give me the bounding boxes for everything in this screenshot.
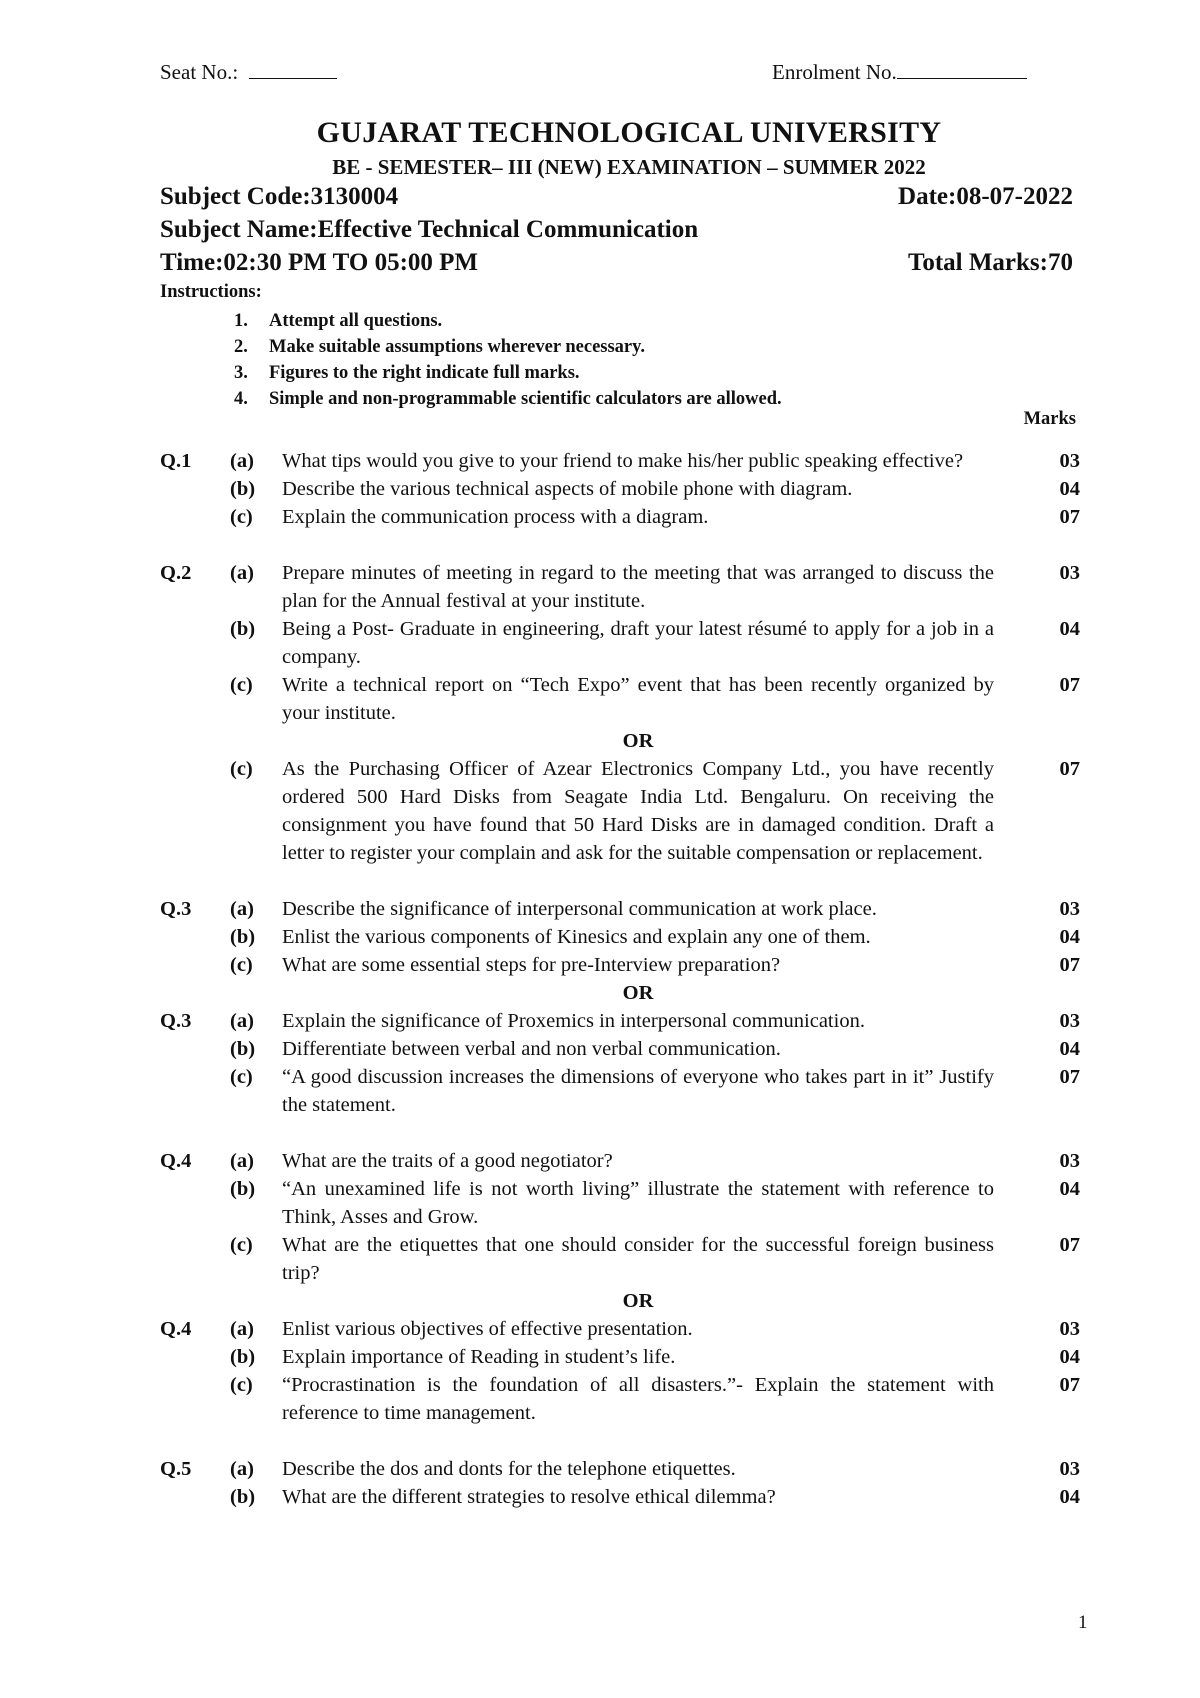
question-text: Prepare minutes of meeting in regard to the meeting that was arranged to discuss the plan for the Annual festival at your institute. bbox=[282, 562, 994, 612]
question-marks: 03 bbox=[1059, 898, 1080, 920]
exam-date: Date:08-07-2022 bbox=[898, 183, 1073, 210]
or-divider: OR bbox=[622, 982, 654, 1004]
question-marks: 04 bbox=[1059, 618, 1080, 640]
question-number: Q.4 bbox=[160, 1150, 192, 1172]
question-row bbox=[160, 951, 1080, 979]
question-row bbox=[160, 1231, 1080, 1287]
question-marks: 04 bbox=[1059, 1178, 1080, 1200]
question-marks: 04 bbox=[1059, 926, 1080, 948]
or-divider: OR bbox=[622, 1290, 654, 1312]
question-row bbox=[160, 1007, 1080, 1035]
sub-question-label: (c) bbox=[230, 1066, 253, 1088]
question-row bbox=[160, 895, 1080, 923]
sub-question-label: (c) bbox=[230, 506, 253, 528]
sub-question-label: (b) bbox=[230, 1346, 256, 1368]
university-title: GUJARAT TECHNOLOGICAL UNIVERSITY bbox=[316, 116, 942, 149]
sub-question-label: (b) bbox=[230, 618, 256, 640]
question-number: Q.3 bbox=[160, 1010, 192, 1032]
sub-question-label: (a) bbox=[230, 898, 254, 920]
question-text: Explain the communication process with a diagram. bbox=[282, 506, 709, 528]
question-row bbox=[160, 447, 1080, 475]
question-list bbox=[160, 447, 1080, 1511]
sub-question-label: (b) bbox=[230, 1038, 256, 1060]
sub-question-label: (b) bbox=[230, 926, 256, 948]
instruction-text: Simple and non-programmable scientific calculators are allowed. bbox=[269, 389, 782, 409]
sub-question-label: (a) bbox=[230, 1010, 254, 1032]
question-marks: 07 bbox=[1059, 506, 1080, 528]
seat-number-field bbox=[160, 60, 337, 85]
instruction-number: 2. bbox=[234, 337, 248, 357]
instruction-item bbox=[234, 308, 782, 334]
total-marks: Total Marks:70 bbox=[907, 249, 1073, 276]
sub-question-label: (c) bbox=[230, 954, 253, 976]
sub-question-label: (c) bbox=[230, 1374, 253, 1396]
question-row bbox=[160, 559, 1080, 615]
sub-question-label: (b) bbox=[230, 1486, 256, 1508]
question-text: Describe the significance of interpersonal communication at work place. bbox=[282, 898, 877, 920]
question-marks: 07 bbox=[1059, 758, 1080, 780]
question-text: Enlist various objectives of effective presentation. bbox=[282, 1318, 693, 1340]
question-row bbox=[160, 1035, 1080, 1063]
exam-time: Time:02:30 PM TO 05:00 PM bbox=[160, 249, 479, 276]
question-text: Write a technical report on “Tech Expo” event that has been recently organized by your institute. bbox=[282, 674, 994, 724]
question-row bbox=[160, 671, 1080, 727]
question-marks: 03 bbox=[1059, 1318, 1080, 1340]
question-row bbox=[160, 615, 1080, 671]
question-text: What are some essential steps for pre-Interview preparation? bbox=[282, 954, 781, 976]
question-row bbox=[160, 1175, 1080, 1231]
question-number: Q.3 bbox=[160, 898, 192, 920]
question-marks: 04 bbox=[1059, 1038, 1080, 1060]
question-row bbox=[160, 1371, 1080, 1427]
question-row bbox=[160, 1147, 1080, 1175]
page-number: 1 bbox=[1078, 1612, 1088, 1633]
question-row bbox=[160, 503, 1080, 531]
question-text: “A good discussion increases the dimensions of everyone who takes part in it” Justify the statement. bbox=[282, 1066, 994, 1116]
question-marks: 07 bbox=[1059, 1374, 1080, 1396]
question-text: Describe the various technical aspects of mobile phone with diagram. bbox=[282, 478, 853, 500]
marks-column-heading: Marks bbox=[1023, 409, 1076, 429]
question-number: Q.1 bbox=[160, 450, 192, 472]
question-number: Q.4 bbox=[160, 1318, 192, 1340]
instruction-number: 3. bbox=[234, 363, 248, 383]
sub-question-label: (a) bbox=[230, 1458, 254, 1480]
sub-question-label: (b) bbox=[230, 478, 256, 500]
instructions-heading: Instructions: bbox=[160, 282, 262, 302]
question-marks: 03 bbox=[1059, 562, 1080, 584]
seat-label: Seat No.: bbox=[160, 60, 239, 84]
instruction-number: 4. bbox=[234, 389, 248, 409]
question-row bbox=[160, 1483, 1080, 1511]
question-text: “Procrastination is the foundation of all disasters.”- Explain the statement with reference to time management. bbox=[282, 1374, 994, 1424]
question-number: Q.5 bbox=[160, 1458, 192, 1480]
question-text: What tips would you give to your friend to make his/her public speaking effective? bbox=[282, 450, 964, 472]
question-text: Being a Post- Graduate in engineering, draft your latest résumé to apply for a job in a company. bbox=[282, 618, 994, 668]
instructions-list bbox=[234, 308, 782, 412]
question-text: As the Purchasing Officer of Azear Electronics Company Ltd., you have recently ordered 500 Hard Disks from Seagate India Ltd. Bengaluru. On receiving the consignment you have found that 50 Hard Disks are in damaged condition. Draft a letter to register your complain and ask for the suitable compensation or replacement. bbox=[282, 758, 994, 864]
question-marks: 04 bbox=[1059, 1486, 1080, 1508]
subject-code: Subject Code:3130004 bbox=[160, 183, 399, 210]
instruction-item bbox=[234, 360, 782, 386]
question-marks: 03 bbox=[1059, 1458, 1080, 1480]
sub-question-label: (c) bbox=[230, 1234, 253, 1256]
subject-name: Subject Name:Effective Technical Communication bbox=[160, 216, 699, 243]
question-marks: 07 bbox=[1059, 1066, 1080, 1088]
question-text: What are the different strategies to resolve ethical dilemma? bbox=[282, 1486, 776, 1508]
exam-title: BE - SEMESTER– III (NEW) EXAMINATION – SUMMER 2022 bbox=[332, 155, 926, 179]
sub-question-label: (a) bbox=[230, 562, 254, 584]
question-marks: 07 bbox=[1059, 954, 1080, 976]
seat-blank-line bbox=[249, 77, 337, 79]
question-number: Q.2 bbox=[160, 562, 192, 584]
instruction-text: Make suitable assumptions wherever necessary. bbox=[269, 337, 645, 357]
question-text: Explain importance of Reading in student’s life. bbox=[282, 1346, 676, 1368]
question-text: Describe the dos and donts for the telephone etiquettes. bbox=[282, 1458, 736, 1480]
question-text: Explain the significance of Proxemics in interpersonal communication. bbox=[282, 1010, 865, 1032]
question-row bbox=[160, 1343, 1080, 1371]
question-row bbox=[160, 1063, 1080, 1119]
question-marks: 07 bbox=[1059, 674, 1080, 696]
question-row bbox=[160, 1315, 1080, 1343]
instruction-text: Figures to the right indicate full marks. bbox=[269, 363, 580, 383]
question-row bbox=[160, 475, 1080, 503]
enrolment-blank-line bbox=[897, 77, 1027, 79]
enrolment-number-field bbox=[772, 60, 1027, 85]
question-row bbox=[160, 755, 1080, 867]
sub-question-label: (a) bbox=[230, 1150, 254, 1172]
instruction-item bbox=[234, 386, 782, 412]
question-row bbox=[160, 1455, 1080, 1483]
sub-question-label: (a) bbox=[230, 450, 254, 472]
question-marks: 03 bbox=[1059, 1150, 1080, 1172]
sub-question-label: (c) bbox=[230, 674, 253, 696]
question-marks: 07 bbox=[1059, 1234, 1080, 1256]
sub-question-label: (a) bbox=[230, 1318, 254, 1340]
sub-question-label: (b) bbox=[230, 1178, 256, 1200]
enrolment-label: Enrolment No. bbox=[772, 60, 897, 84]
question-text: What are the etiquettes that one should consider for the successful foreign business trip? bbox=[282, 1234, 994, 1284]
instruction-number: 1. bbox=[234, 311, 248, 331]
or-divider: OR bbox=[622, 730, 654, 752]
question-marks: 04 bbox=[1059, 478, 1080, 500]
question-marks: 03 bbox=[1059, 450, 1080, 472]
question-marks: 03 bbox=[1059, 1010, 1080, 1032]
instruction-text: Attempt all questions. bbox=[269, 311, 443, 331]
question-row bbox=[160, 923, 1080, 951]
question-text: What are the traits of a good negotiator? bbox=[282, 1150, 613, 1172]
sub-question-label: (c) bbox=[230, 758, 253, 780]
question-text: Differentiate between verbal and non verbal communication. bbox=[282, 1038, 781, 1060]
question-text: “An unexamined life is not worth living” illustrate the statement with reference to Think, Asses and Grow. bbox=[282, 1178, 994, 1228]
question-marks: 04 bbox=[1059, 1346, 1080, 1368]
instruction-item bbox=[234, 334, 782, 360]
question-text: Enlist the various components of Kinesics and explain any one of them. bbox=[282, 926, 871, 948]
